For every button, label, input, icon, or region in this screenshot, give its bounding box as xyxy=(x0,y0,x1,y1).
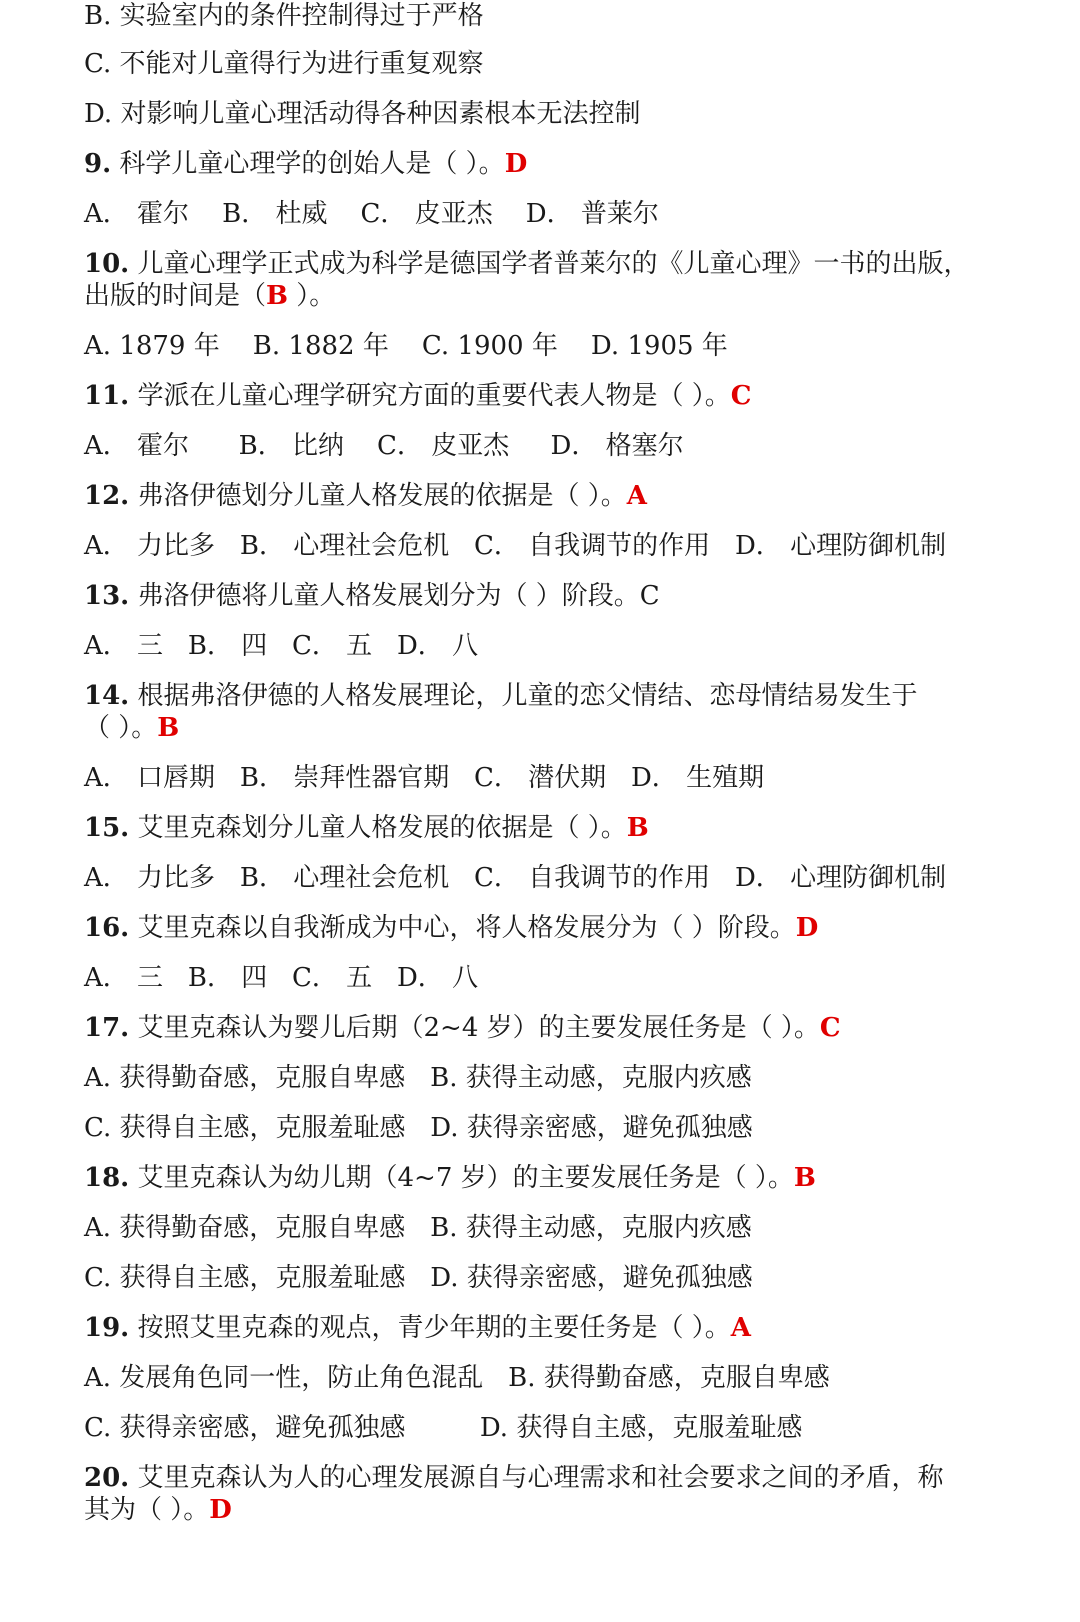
option-text: A． 力比多 B． 心理社会危机 C． 自我调节的作用 D． 心理防御机制 xyxy=(84,863,947,893)
option-text: D. 对影响儿童心理活动得各种因素根本无法控制 xyxy=(84,99,641,129)
option-line xyxy=(84,862,946,894)
answer-key: C xyxy=(730,381,752,411)
question-line xyxy=(84,580,660,612)
option-line xyxy=(84,1062,752,1094)
option-text: A. 发展角色同一性，防止角色混乱 B. 获得勤奋感，克服自卑感 xyxy=(84,1363,830,1393)
option-line xyxy=(84,530,946,562)
option-line xyxy=(84,1362,830,1394)
question-number: 16. xyxy=(84,913,130,943)
option-text: A． 三 B． 四 C． 五 D． 八 xyxy=(84,631,479,661)
option-text: A． 三 B． 四 C． 五 D． 八 xyxy=(84,963,479,993)
answer-key: B xyxy=(626,813,649,843)
question-text: 根据弗洛伊德的人格发展理论，儿童的恋父情结、恋母情结易发生于 xyxy=(129,681,918,711)
option-line xyxy=(84,330,728,362)
question-line xyxy=(84,1012,841,1044)
question-line xyxy=(84,1494,232,1526)
question-line xyxy=(84,380,751,412)
option-line xyxy=(84,1412,802,1444)
question-text: 按照艾里克森的观点，青少年期的主要任务是（ ）。 xyxy=(129,1313,731,1343)
answer-key: A xyxy=(730,1313,751,1343)
question-number: 10. xyxy=(84,249,130,279)
question-text: 弗洛伊德将儿童人格发展划分为（ ）阶段。C xyxy=(129,581,660,611)
option-text: A. 获得勤奋感，克服自卑感 B. 获得主动感，克服内疚感 xyxy=(84,1063,752,1093)
option-text: A． 霍尔 B． 杜威 C． 皮亚杰 D． 普莱尔 xyxy=(84,199,659,229)
answer-key: B xyxy=(266,281,288,311)
question-number: 19. xyxy=(84,1313,130,1343)
option-text: A. 获得勤奋感，克服自卑感 B. 获得主动感，克服内疚感 xyxy=(84,1213,752,1243)
question-number: 14. xyxy=(84,681,130,711)
question-text: 艾里克森划分儿童人格发展的依据是（ ）。 xyxy=(129,813,627,843)
answer-key: C xyxy=(819,1013,841,1043)
option-text: C. 获得亲密感，避免孤独感 D. 获得自主感，克服羞耻感 xyxy=(84,1413,803,1443)
question-text: 科学儿童心理学的创始人是（ ）。 xyxy=(111,149,505,179)
option-line xyxy=(84,762,764,794)
question-line xyxy=(84,148,527,180)
option-line xyxy=(84,98,640,130)
question-number: 11. xyxy=(84,381,130,411)
question-text-tail: ）。 xyxy=(288,281,336,311)
option-line xyxy=(84,0,484,32)
option-text: C. 获得自主感，克服羞耻感 D. 获得亲密感，避免孤独感 xyxy=(84,1263,753,1293)
option-text: B. 实验室内的条件控制得过于严格 xyxy=(84,1,484,31)
question-number: 20. xyxy=(84,1463,130,1493)
question-line xyxy=(84,1312,751,1344)
question-number: 13. xyxy=(84,581,130,611)
question-text: （ ）。 xyxy=(84,713,158,743)
question-text: 艾里克森以自我渐成为中心，将人格发展分为（ ）阶段。 xyxy=(129,913,796,943)
question-number: 12. xyxy=(84,481,130,511)
option-line xyxy=(84,48,484,80)
question-text: 艾里克森认为人的心理发展源自与心理需求和社会要求之间的矛盾，称 xyxy=(129,1463,944,1493)
option-text: C. 获得自主感，克服羞耻感 D. 获得亲密感，避免孤独感 xyxy=(84,1113,753,1143)
question-text: 艾里克森认为婴儿后期（2~4 岁）的主要发展任务是（ ）。 xyxy=(129,1013,820,1043)
question-line xyxy=(84,912,818,944)
question-text: 儿童心理学正式成为科学是德国学者普莱尔的《儿童心理》一书的出版， xyxy=(129,249,970,279)
question-number: 9. xyxy=(84,149,112,179)
option-line xyxy=(84,630,478,662)
answer-key: B xyxy=(793,1163,816,1193)
question-text: 艾里克森认为幼儿期（4~7 岁）的主要发展任务是（ ）。 xyxy=(129,1163,794,1193)
answer-key: D xyxy=(209,1495,232,1525)
question-line xyxy=(84,280,335,312)
question-text: 其为（ ）。 xyxy=(84,1495,210,1525)
question-text: 学派在儿童心理学研究方面的重要代表人物是（ ）。 xyxy=(129,381,731,411)
question-line xyxy=(84,1462,944,1494)
option-line xyxy=(84,430,684,462)
option-line xyxy=(84,198,659,230)
question-number: 18. xyxy=(84,1163,130,1193)
option-text: C. 不能对儿童得行为进行重复观察 xyxy=(84,49,484,79)
question-line xyxy=(84,712,179,744)
question-text: 出版的时间是（ xyxy=(84,281,267,311)
question-number: 17. xyxy=(84,1013,130,1043)
option-line xyxy=(84,962,478,994)
option-text: A. 1879 年 B. 1882 年 C. 1900 年 D. 1905 年 xyxy=(84,331,728,361)
question-text: 弗洛伊德划分儿童人格发展的依据是（ ）。 xyxy=(129,481,627,511)
answer-key: A xyxy=(626,481,647,511)
question-line xyxy=(84,248,970,280)
option-line xyxy=(84,1112,753,1144)
option-text: A． 霍尔 B． 比纳 C． 皮亚杰 D． 格塞尔 xyxy=(84,431,684,461)
option-text: A． 力比多 B． 心理社会危机 C． 自我调节的作用 D． 心理防御机制 xyxy=(84,531,947,561)
question-number: 15. xyxy=(84,813,130,843)
answer-key: D xyxy=(795,913,819,943)
option-line xyxy=(84,1262,753,1294)
option-text: A． 口唇期 B． 崇拜性器官期 C． 潜伏期 D． 生殖期 xyxy=(84,763,765,793)
answer-key: D xyxy=(504,149,528,179)
question-line xyxy=(84,680,918,712)
question-line xyxy=(84,1162,816,1194)
option-line xyxy=(84,1212,752,1244)
answer-key: B xyxy=(157,713,180,743)
question-line xyxy=(84,812,649,844)
question-line xyxy=(84,480,647,512)
